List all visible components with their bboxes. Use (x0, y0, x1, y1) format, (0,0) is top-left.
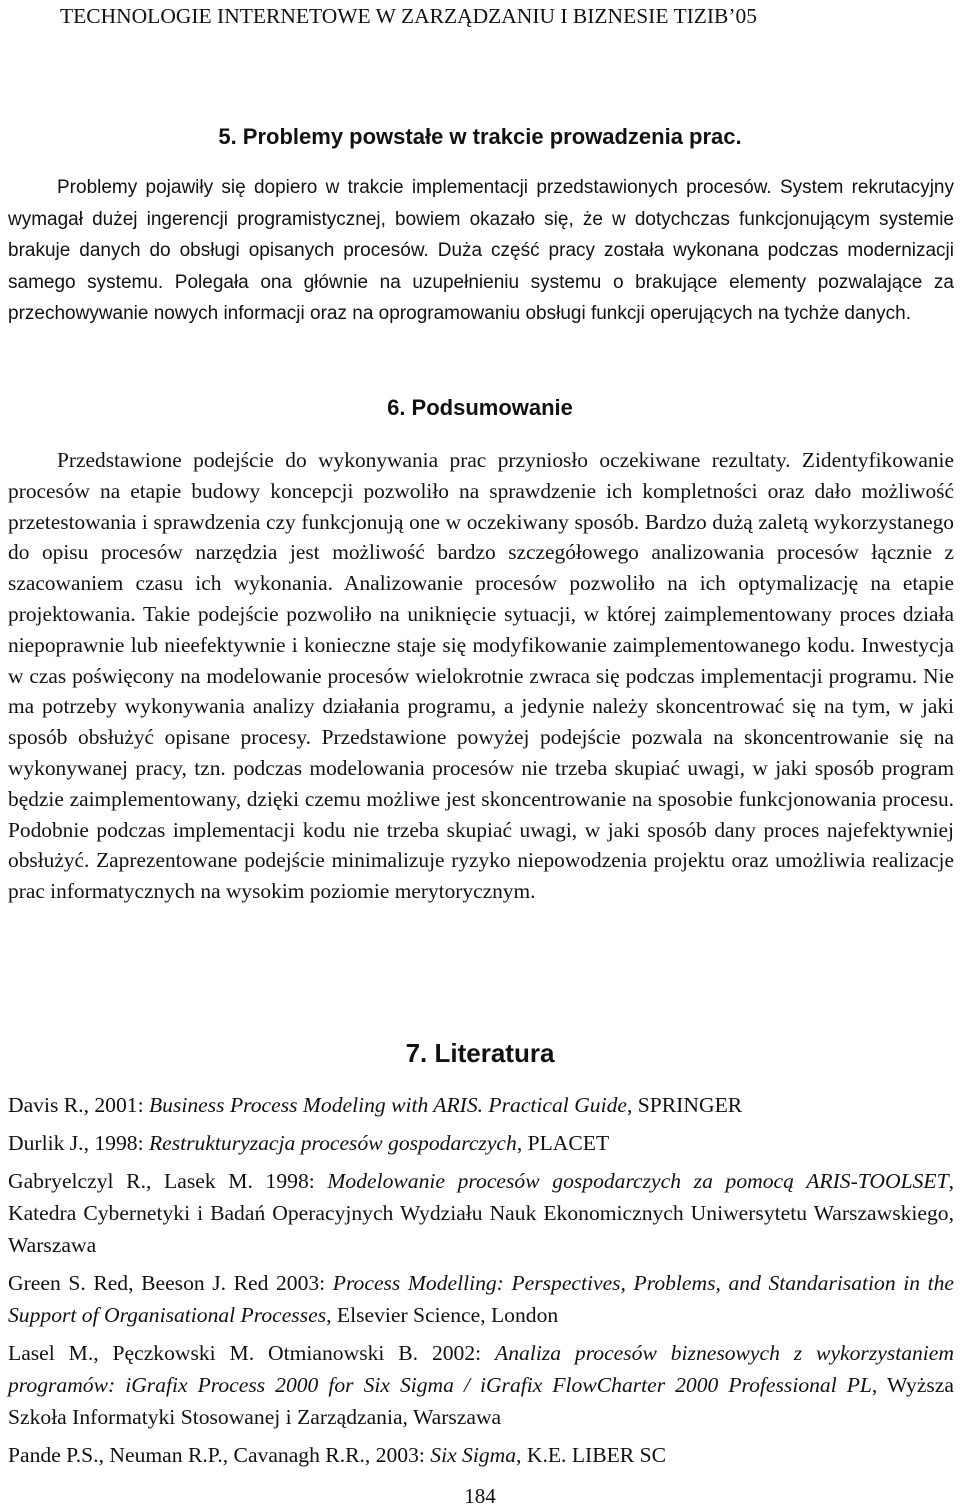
section-6-heading: 6. Podsumowanie (387, 395, 573, 420)
reference-authors: Green S. Red, Beeson J. Red 2003: (8, 1271, 333, 1295)
section-6-body (8, 445, 954, 907)
reference-authors: Lasel M., Pęczkowski M. Otmianowski B. 2002: (8, 1341, 496, 1365)
reference-title: Six Sigma (430, 1443, 517, 1467)
reference-list (8, 1089, 954, 1477)
reference-publisher: , Katedra Cybernetyki i Badań Operacyjnych Wydziału Nauk Ekonomicznych Uniwersytetu Warszawskiego, Warszawa (8, 1169, 954, 1257)
reference-title: Process Modelling: Perspectives, Problems, and Standarisation in the Support of Organisational Processes (8, 1271, 954, 1327)
reference-publisher: , K.E. LIBER SC (516, 1443, 667, 1467)
reference-publisher: , Elsevier Science, London (326, 1303, 559, 1327)
reference-item (8, 1127, 954, 1159)
reference-authors: Pande P.S., Neuman R.P., Cavanagh R.R., 2003: (8, 1443, 431, 1467)
reference-title: Modelowanie procesów gospodarczych za pomocą ARIS-TOOLSET (327, 1169, 949, 1193)
reference-authors: Gabryelczyl R., Lasek M. 1998: (8, 1169, 328, 1193)
reference-item (8, 1439, 954, 1471)
section-7-heading: 7. Literatura (405, 1038, 555, 1068)
reference-item (8, 1267, 954, 1331)
reference-title: Analiza procesów biznesowych z wykorzystaniem programów: iGrafix Process 2000 for Six Sigma / iGrafix FlowCharter 2000 Professional PL (8, 1341, 954, 1397)
reference-publisher: , Wyższa Szkoła Informatyki Stosowanej i Zarządzania, Warszawa (8, 1373, 954, 1429)
reference-publisher: , SPRINGER (626, 1093, 743, 1117)
section-5-heading: 5. Problemy powstałe w trakcie prowadzenia prac. (218, 124, 742, 149)
reference-authors: Durlik J., 1998: (8, 1131, 149, 1155)
running-header: TECHNOLOGIE INTERNETOWE W ZARZĄDZANIU I BIZNESIE TIZIB’05 (60, 4, 758, 28)
reference-item (8, 1165, 954, 1261)
page-number: 184 (464, 1484, 496, 1508)
reference-authors: Davis R., 2001: (8, 1093, 149, 1117)
section-6-paragraph: Przedstawione podejście do wykonywania prac przyniosło oczekiwane rezultaty. Zidentyfikowanie procesów na etapie budowy koncepcji pozwoliło na sprawdzenie ich kompletności oraz dało możliwość przetestowania i sprawdzenia czy funkcjonują one w oczekiwany sposób. Bardzo dużą zaletą wykorzystanego do opisu procesów narzędzia jest możliwość bardzo szczegółowego analizowania procesów łącznie z szacowaniem czasu ich wykonania. Analizowanie procesów pozwoliło na ich optymalizację na etapie projektowania. Takie podejście pozwoliło na uniknięcie sytuacji, w której zaimplementowany proces działa niepoprawnie lub nieefektywnie i konieczne staje się modyfikowanie zaimplementowanego kodu. Inwestycja w czas poświęcony na modelowanie procesów wielokrotnie zwraca się podczas implementacji programu. Nie ma potrzeby wykonywania analizy działania programu, a jedynie należy skoncentrować się na tym, w jaki sposób obsłużyć opisane procesy. Przedstawione powyżej podejście pozwala na skoncentrowanie się na wykonywanej pracy, tzn. podczas modelowania procesów nie trzeba skupiać uwagi, w jaki sposób program będzie zaimplementowany, dzięki czemu możliwe jest skoncentrowanie na sposobie funkcjonowania procesu. Podobnie podczas implementacji kodu nie trzeba skupiać uwagi, w jaki sposób dany proces najefektywniej obsłużyć. Zaprezentowane podejście minimalizuje ryzyko niepowodzenia projektu oraz umożliwia realizacje prac informatycznych na wysokim poziomie merytorycznym. (8, 448, 954, 904)
reference-item (8, 1089, 954, 1121)
reference-item (8, 1337, 954, 1433)
reference-publisher: , PLACET (516, 1131, 610, 1155)
reference-title: Business Process Modeling with ARIS. Practical Guide (148, 1093, 627, 1117)
reference-title: Restrukturyzacja procesów gospodarczych (148, 1131, 517, 1155)
section-5-paragraph: Problemy pojawiły się dopiero w trakcie implementacji przedstawionych procesów. System rekrutacyjny wymagał dużej ingerencji programistycznej, bowiem okazało się, że w dotychczas funkcjonującym systemie brakuje danych do obsługi opisanych procesów. Duża część pracy została wykonana podczas modernizacji samego systemu. Polegała ona głównie na uzupełnieniu systemu o brakujące elementy pozwalające za przechowywanie nowych informacji oraz na oprogramowaniu obsługi funkcji operujących na tychże danych. (8, 177, 954, 324)
section-5-body (8, 172, 954, 330)
